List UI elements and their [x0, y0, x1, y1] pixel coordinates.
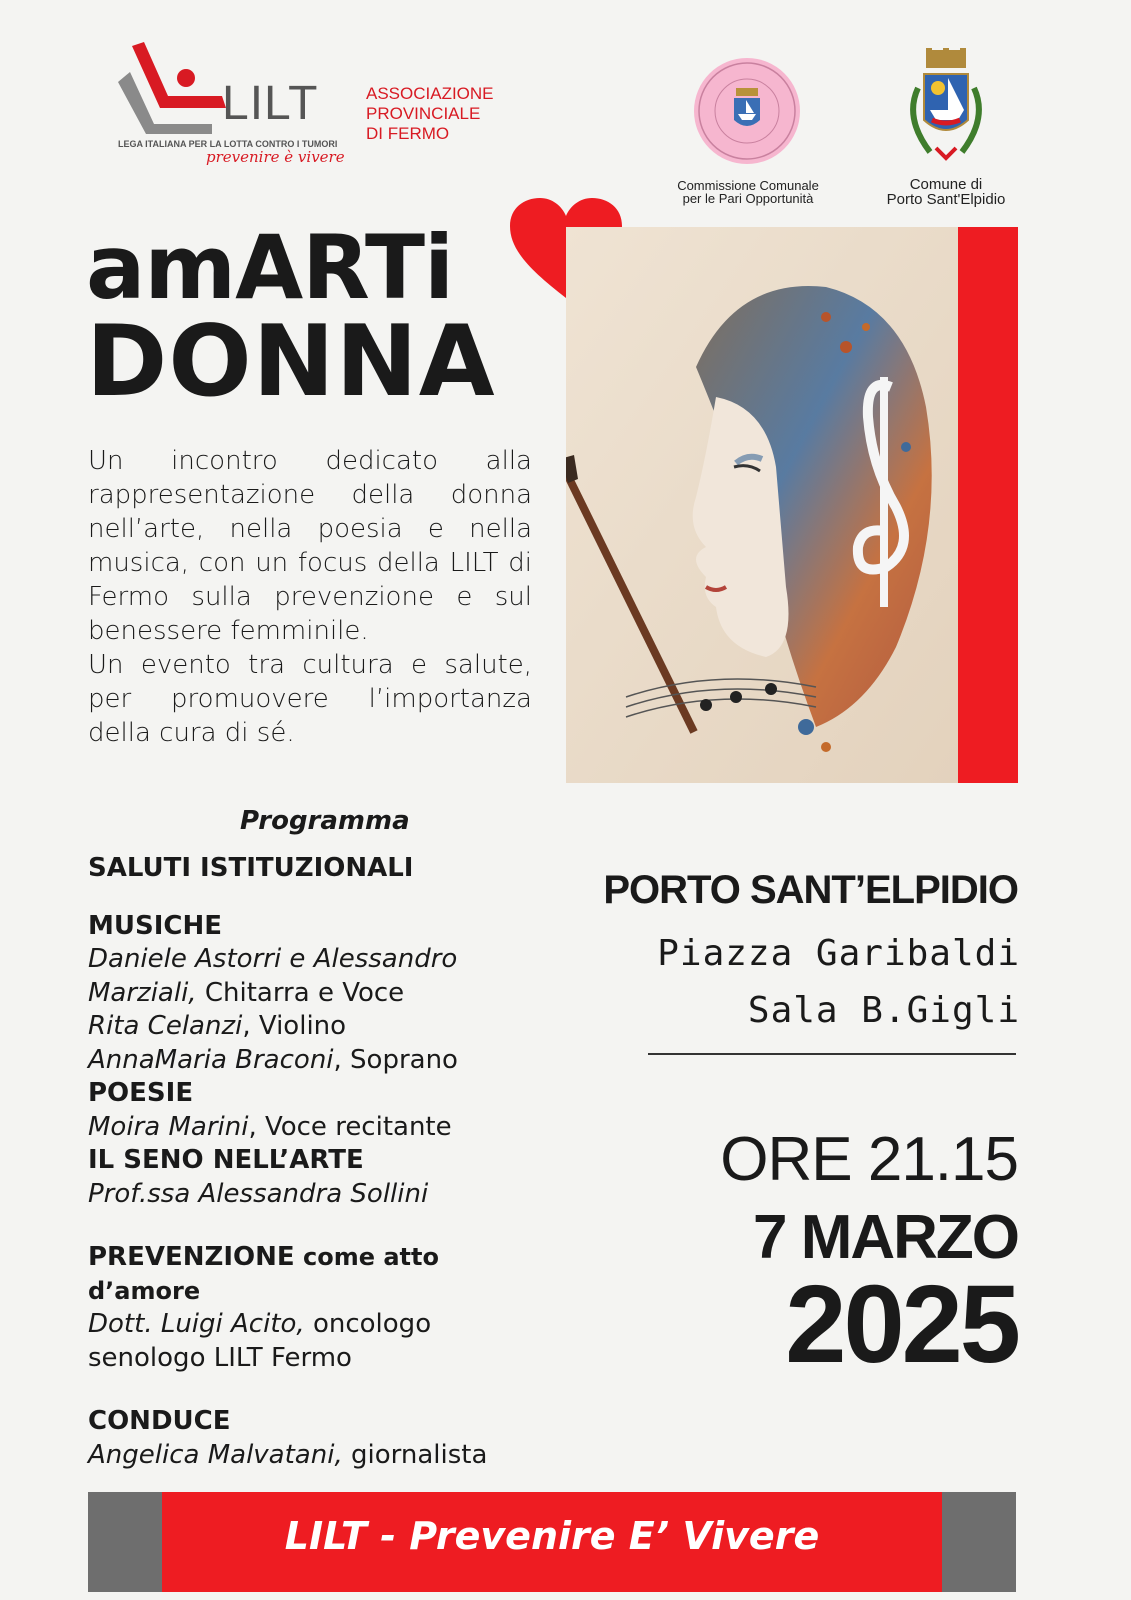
- prevenzione-speaker-role: senologo LILT Fermo: [88, 1342, 352, 1373]
- event-description: Un incontro dedicato alla rappresentazione della donna nell’arte, nella poesia e nella musica, con un focus della LILT di Fermo sulla prevenzione e sul benessere femminile. Un evento tra cultura e salute, per promuovere l’importanza della cura di sé.: [88, 446, 532, 748]
- poesie-heading: POESIE: [88, 1078, 194, 1108]
- event-title-line2: DONNA: [86, 305, 496, 419]
- event-title-line1: amARTi: [86, 216, 454, 319]
- event-date: 7 MARZO: [753, 1203, 1018, 1272]
- divider: [648, 1053, 1016, 1055]
- event-room: Sala B.Gigli: [747, 990, 1020, 1031]
- commission-caption: Commissione Comunale per le Pari Opportunità: [677, 178, 819, 206]
- event-place: Piazza Garibaldi: [657, 933, 1020, 974]
- poesie-performer: Moira Marini, Voce recitante: [88, 1111, 452, 1142]
- program-heading: Programma: [240, 806, 410, 836]
- seno-heading: IL SENO NELL’ARTE: [88, 1145, 364, 1175]
- musiche-performer-3: AnnaMaria Braconi, Soprano: [88, 1044, 458, 1075]
- footer-slogan: LILT - Prevenire E’ Vivere: [284, 1514, 820, 1558]
- prevenzione-speaker: Dott. Luigi Acito, oncologo: [88, 1309, 432, 1339]
- musiche-performer-1: Daniele Astorri e Alessandro: [88, 944, 458, 974]
- prevenzione-heading-2: d’amore: [88, 1276, 201, 1305]
- footer-left-block: [88, 1492, 162, 1592]
- musiche-heading: MUSICHE: [88, 910, 222, 941]
- lilt-wordmark: LILT: [222, 77, 319, 130]
- commission-seal: [694, 58, 800, 164]
- conduce-heading: CONDUCE: [88, 1406, 231, 1436]
- woman-music-artwork: [566, 227, 958, 783]
- footer-right-block: [942, 1492, 1016, 1592]
- event-year: 2025: [785, 1263, 1018, 1386]
- musiche-performer-1b: Marziali, Chitarra e Voce: [88, 977, 405, 1008]
- program-list: [88, 852, 568, 1472]
- event-city: PORTO SANT’ELPIDIO: [603, 868, 1018, 912]
- musiche-performer-2: Rita Celanzi, Violino: [88, 1011, 347, 1041]
- comune-caption: Comune di Porto Sant'Elpidio: [886, 176, 1006, 208]
- seno-speaker: Prof.ssa Alessandra Sollini: [88, 1178, 429, 1209]
- lilt-full-name: LEGA ITALIANA PER LA LOTTA CONTRO I TUMORI: [118, 139, 338, 149]
- comune-crest: [896, 48, 996, 174]
- conduce-host: Angelica Malvatani, giornalista: [88, 1439, 488, 1470]
- association-label: ASSOCIAZIONE PROVINCIALE DI FERMO: [366, 84, 494, 143]
- lilt-slogan: prevenire è vivere: [206, 148, 345, 166]
- event-time: ORE 21.15: [720, 1125, 1018, 1194]
- red-accent-bar: [958, 227, 1018, 783]
- prevenzione-heading: PREVENZIONE come atto: [88, 1242, 439, 1272]
- saluti-heading: SALUTI ISTITUZIONALI: [88, 853, 414, 883]
